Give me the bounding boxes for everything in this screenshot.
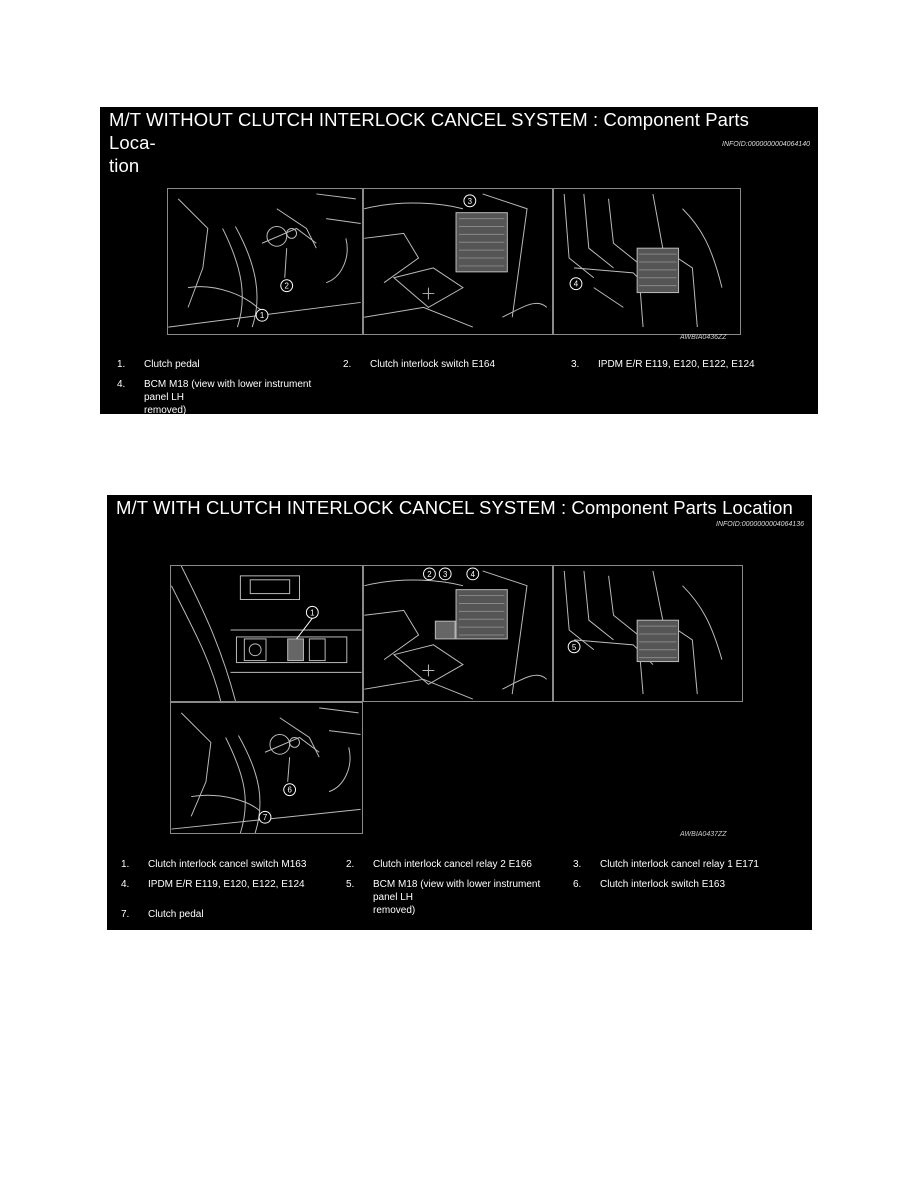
illustration-clutch-pedal-drawing <box>168 189 362 334</box>
illustration-ipdm-er <box>363 188 553 335</box>
illustration-bcm-drawing <box>554 566 742 701</box>
component-location-panel-without-cancel <box>100 107 818 414</box>
component-location-panel-with-cancel <box>107 495 812 930</box>
callout-4: 4 <box>573 279 579 289</box>
info-id: INFOID:0000000004064140 <box>722 141 810 148</box>
legend-text: Clutch interlock cancel relay 1 E171 <box>600 859 759 870</box>
legend-number: 4. <box>117 379 126 390</box>
illustration-bcm-drawing <box>554 189 740 334</box>
section-title-line-1: M/T WITHOUT CLUTCH INTERLOCK CANCEL SYSTEM : Component Parts Loca- <box>109 109 749 153</box>
callout-1: 1 <box>259 311 265 321</box>
legend-text: Clutch pedal <box>148 909 204 920</box>
legend-number: 1. <box>117 359 126 370</box>
callout-3: 3 <box>467 196 473 206</box>
legend-text: Clutch interlock cancel relay 2 E166 <box>373 859 532 870</box>
illustration-cancel-switch <box>170 565 363 702</box>
section-title <box>109 108 789 177</box>
legend-number: 3. <box>573 859 582 870</box>
illustration-ipdm-er-drawing <box>364 189 552 334</box>
legend-text: BCM M18 (view with lower instrument <box>144 379 312 390</box>
legend-number: 1. <box>121 859 130 870</box>
legend-text: IPDM E/R E119, E120, E122, E124 <box>598 359 755 370</box>
legend-text: Clutch interlock switch E164 <box>370 359 496 370</box>
illustration-relays-ipdm-drawing <box>364 566 552 701</box>
legend-text-line-2: panel LH removed) <box>373 892 416 916</box>
legend-text: BCM M18 (view with lower instrument <box>373 879 541 890</box>
legend-number: 2. <box>343 359 352 370</box>
legend-text: IPDM E/R E119, E120, E122, E124 <box>148 879 305 890</box>
callout-4: 4 <box>470 569 475 579</box>
callout-6: 6 <box>287 785 292 795</box>
legend-number: 6. <box>573 879 582 890</box>
figure-code: AWBIA0436ZZ <box>680 334 727 341</box>
figure-code: AWBIA0437ZZ <box>680 831 727 838</box>
illustration-clutch-pedal-drawing <box>171 703 362 833</box>
illustration-clutch-pedal <box>170 702 363 834</box>
illustration-clutch-pedal <box>167 188 363 335</box>
legend-text-line-2: panel LH removed) <box>144 392 187 416</box>
illustration-bcm <box>553 188 741 335</box>
callout-1: 1 <box>310 608 315 618</box>
legend-number: 2. <box>346 859 355 870</box>
callout-5: 5 <box>571 642 577 652</box>
legend-text: Clutch interlock cancel switch M163 <box>148 859 307 870</box>
legend-number: 5. <box>346 879 355 890</box>
illustration-bcm <box>553 565 743 702</box>
callout-7: 7 <box>262 813 268 823</box>
illustration-relays-ipdm <box>363 565 553 702</box>
legend-number: 7. <box>121 909 130 920</box>
legend-number: 3. <box>571 359 580 370</box>
section-title: M/T WITH CLUTCH INTERLOCK CANCEL SYSTEM : Component Parts Location <box>116 497 793 518</box>
legend-text: Clutch interlock switch E163 <box>600 879 726 890</box>
callout-2: 2 <box>427 569 432 579</box>
info-id: INFOID:0000000004064136 <box>716 521 804 528</box>
illustration-cancel-switch-drawing <box>171 566 362 701</box>
section-title-line-2: tion <box>109 155 140 176</box>
legend-number: 4. <box>121 879 130 890</box>
callout-3: 3 <box>442 569 448 579</box>
callout-2: 2 <box>284 281 289 291</box>
legend-text: Clutch pedal <box>144 359 200 370</box>
